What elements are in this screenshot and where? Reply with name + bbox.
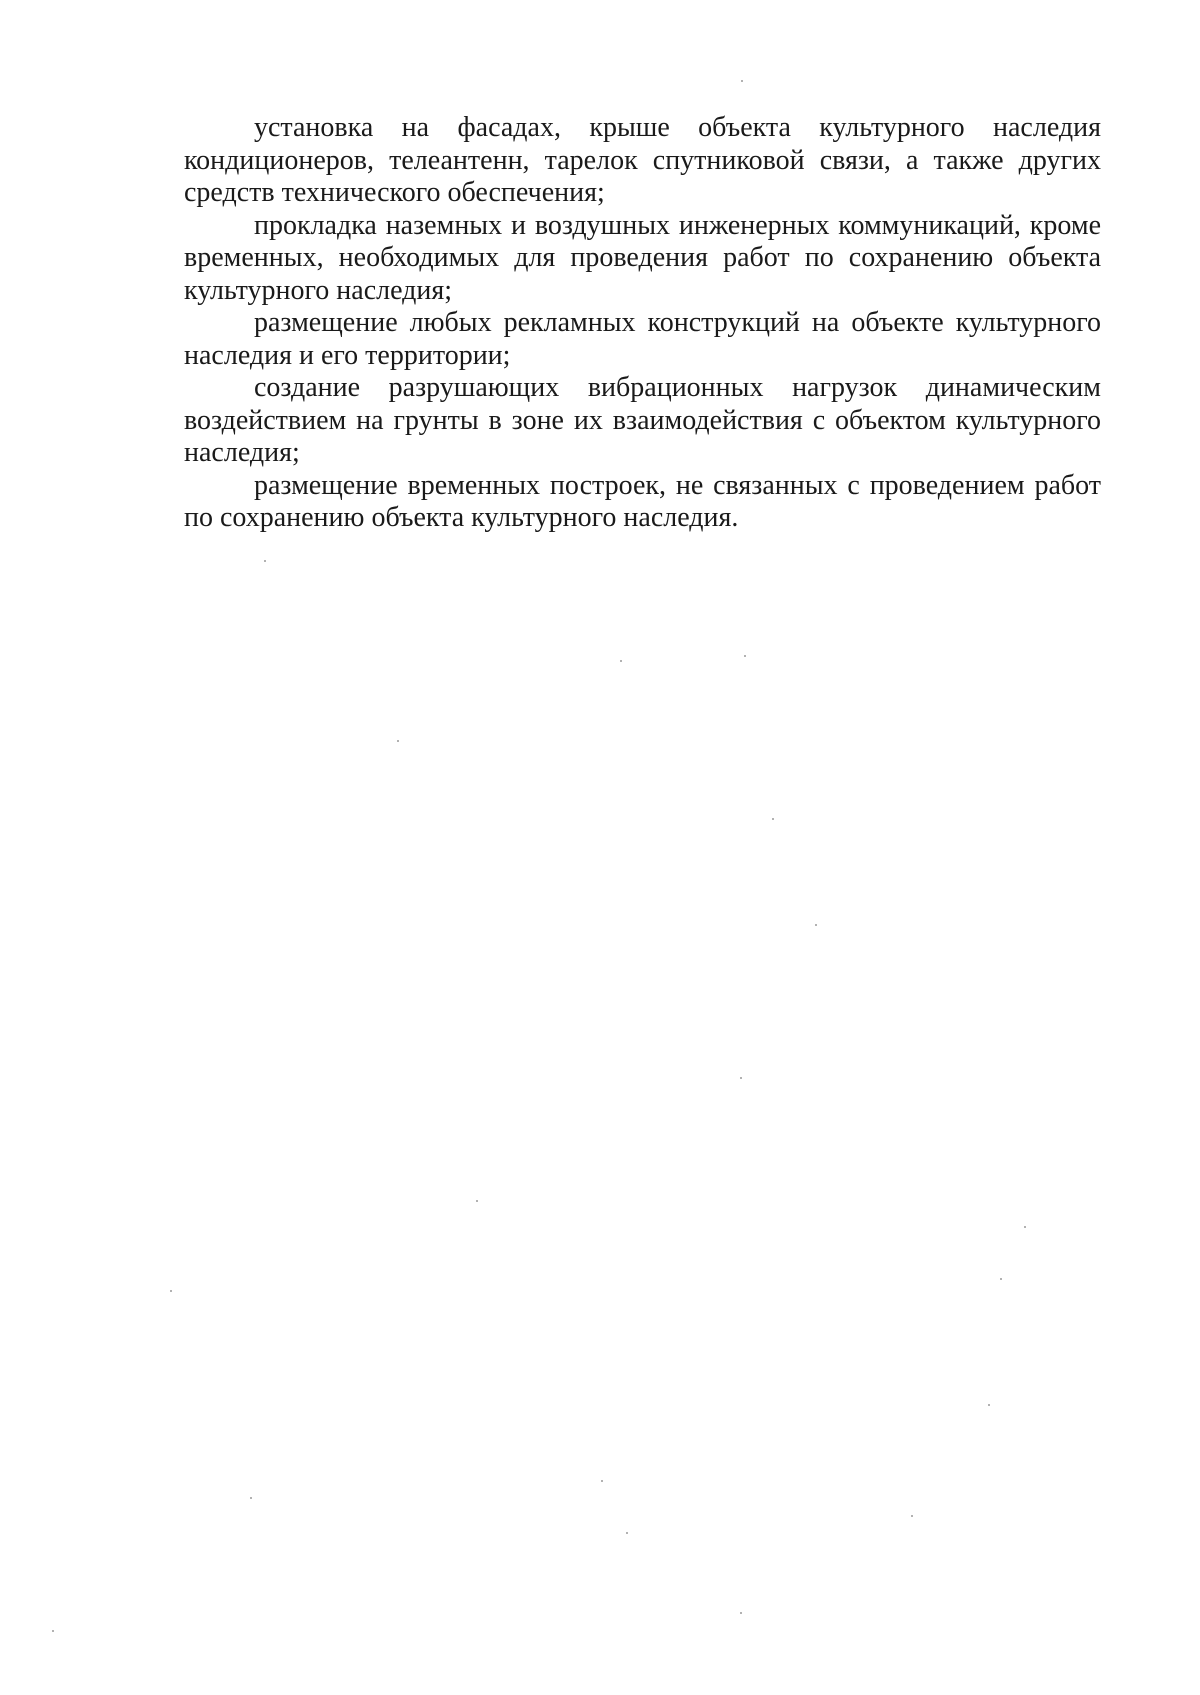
scan-speck [52,1630,54,1632]
document-body [184,112,1101,535]
scan-speck [1000,1278,1002,1280]
scan-speck [626,1532,628,1534]
scan-speck [1024,1226,1026,1228]
paragraph-5: размещение временных построек, не связанных с проведением работ по сохранению объекта культурного наследия. [184,469,1101,533]
scan-speck [250,1497,252,1499]
scan-speck [740,1077,742,1079]
paragraph-1: установка на фасадах, крыше объекта культурного наследия кондиционеров, телеантенн, тарелок спутниковой связи, а также других средств технического обеспечения; [184,112,1101,208]
scan-speck [815,924,817,926]
scan-speck [772,818,774,820]
scan-speck [740,1612,742,1614]
scan-speck [988,1404,990,1406]
paragraph-2: прокладка наземных и воздушных инженерных коммуникаций, кроме временных, необходимых для проведения работ по сохранению объекта культурного наследия; [184,209,1101,306]
scan-speck [911,1515,913,1517]
scan-speck [476,1200,478,1202]
paragraph-3: размещение любых рекламных конструкций на объекте культурного наследия и его территории; [184,307,1101,371]
scan-speck [620,660,622,662]
paragraph-4: создание разрушающих вибрационных нагрузок динамическим воздействием на грунты в зоне их взаимодействия с объектом культурного наследия; [184,372,1101,468]
scan-speck [601,1480,603,1482]
scan-speck [741,80,743,82]
scan-speck [264,560,266,562]
scan-speck [397,740,399,742]
scan-speck [170,1290,172,1292]
scan-speck [744,655,746,657]
